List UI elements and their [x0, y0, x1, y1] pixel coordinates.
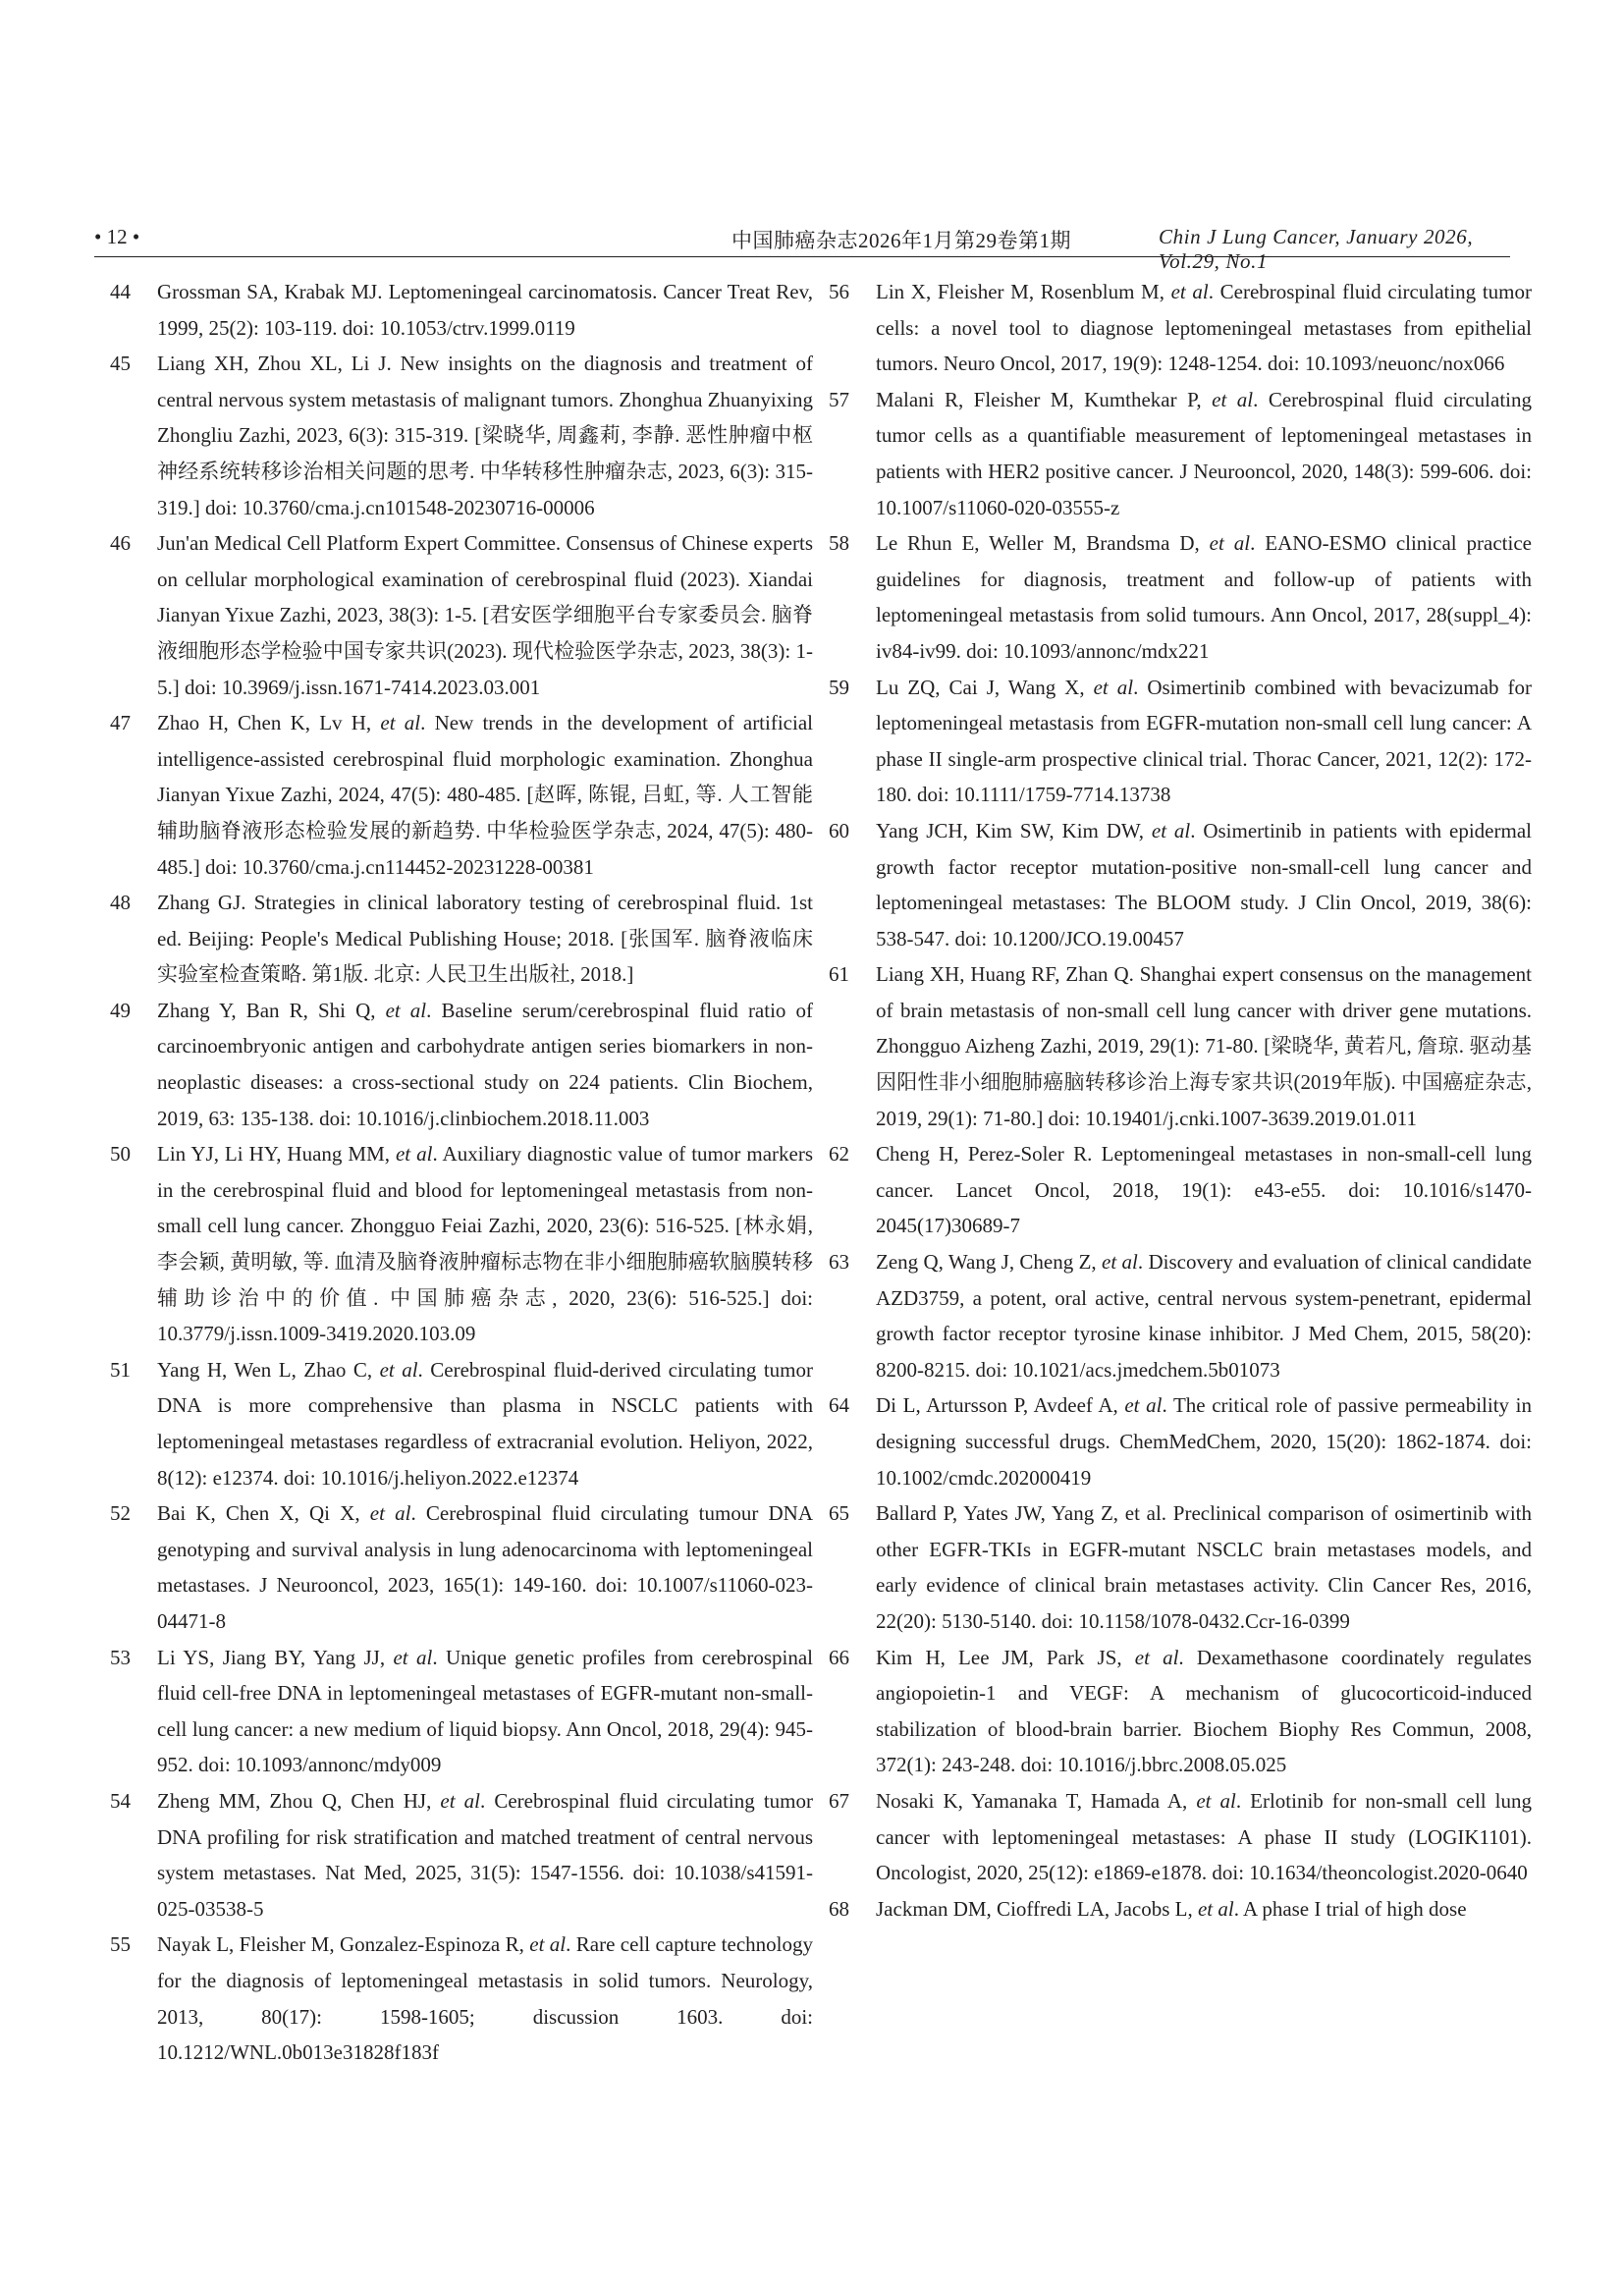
reference-number: 61 [829, 962, 849, 987]
reference-authors: Malani R, Fleisher M, Kumthekar P, [876, 387, 1213, 411]
reference-text [157, 1640, 813, 1783]
reference-item [110, 885, 813, 993]
reference-authors: Yang H, Wen L, Zhao C, [157, 1357, 380, 1382]
reference-item [110, 525, 813, 705]
reference-body: Ballard P, Yates JW, Yang Z, et al. Preclinical comparison of osimertinib with other EGFR-TKIs in EGFR-mutant NSCLC brain metastases models, and early evidence of clinical brain metastases activity. Clin Cancer Res, 2016, 22(20): 5130-5140. doi: 10.1158/1078-0432.Ccr-16-0399 [876, 1501, 1532, 1633]
reference-et-al: et al [1102, 1250, 1138, 1275]
reference-et-al: et al [369, 1501, 411, 1526]
journal-title-chinese: 中国肺癌杂志2026年1月第29卷第1期 [731, 229, 1071, 252]
reference-body: Cheng H, Perez-Soler R. Leptomeningeal metastases in non-small-cell lung cancer. Lancet Oncol, 2018, 19(1): e43-e55. doi: 10.1016/s1470-2045(17)30689-7 [876, 1142, 1532, 1238]
reference-et-al: et al [529, 1932, 567, 1957]
reference-text [157, 1783, 813, 1927]
reference-number: 58 [829, 531, 849, 556]
reference-body: . New trends in the development of artificial intelligence-assisted cerebrospinal fluid morphologic examination. Zhonghua Jianyan Yixue Zazhi, 2024, 47(5): 480-485. [赵晖, 陈锟, 吕虹, 等. 人工智能辅助脑脊液形态检验发展的新趋势. 中华检验医学杂志, 2024, 47(5): 480-485.] doi: 10.3760/cma.j.cn114452-20231228-00381 [157, 711, 813, 879]
reference-et-al: et al [1151, 818, 1191, 842]
reference-number: 47 [110, 711, 131, 735]
reference-number: 44 [110, 280, 131, 303]
reference-number: 52 [110, 1501, 131, 1526]
reference-number: 45 [110, 352, 131, 376]
reference-text [157, 1352, 813, 1495]
reference-number: 51 [110, 1357, 131, 1382]
reference-item [110, 1495, 813, 1639]
reference-item [829, 670, 1532, 813]
reference-text [876, 382, 1532, 525]
reference-item [829, 1387, 1532, 1495]
reference-item [110, 1352, 813, 1495]
reference-item [829, 1891, 1532, 1928]
reference-et-al: et al [1212, 387, 1254, 411]
reference-authors: Di L, Artursson P, Avdeef A, [876, 1393, 1125, 1418]
reference-number: 53 [110, 1645, 131, 1669]
reference-number: 59 [829, 675, 849, 699]
reference-text [157, 346, 813, 525]
reference-authors: Lin YJ, Li HY, Huang MM, [157, 1142, 396, 1167]
reference-number: 46 [110, 531, 131, 556]
reference-body: Grossman SA, Krabak MJ. Leptomeningeal carcinomatosis. Cancer Treat Rev, 1999, 25(2): 103-119. doi: 10.1053/ctrv.1999.0119 [157, 280, 813, 340]
reference-text [157, 525, 813, 705]
reference-et-al: et al [1196, 1788, 1236, 1813]
reference-text [157, 1495, 813, 1639]
reference-number: 66 [829, 1645, 849, 1669]
reference-et-al: et al [1093, 675, 1134, 699]
reference-authors: Nosaki K, Yamanaka T, Hamada A, [876, 1788, 1197, 1813]
reference-text [157, 274, 813, 346]
reference-text [876, 1640, 1532, 1783]
reference-body: . Discovery and evaluation of clinical candidate AZD3759, a potent, oral active, central nervous system-penetrant, epidermal growth factor receptor tyrosine kinase inhibitor. J Med Chem, 2015, 58(20): 8200-8215. doi: 10.1021/acs.jmedchem.5b01073 [876, 1250, 1532, 1382]
reference-number: 48 [110, 891, 131, 915]
reference-text [876, 813, 1532, 956]
reference-authors: Zhao H, Chen K, Lv H, [157, 711, 381, 735]
reference-item [829, 1640, 1532, 1783]
reference-body: . Unique genetic profiles from cerebrospinal fluid cell-free DNA in leptomeningeal metastases of EGFR-mutant non-small-cell lung cancer: a new medium of liquid biopsy. Ann Oncol, 2018, 29(4): 945-952. doi: 10.1093/annonc/mdy009 [157, 1645, 813, 1777]
reference-body: Zhang GJ. Strategies in clinical laboratory testing of cerebrospinal fluid. 1st ed. Beijing: People's Medical Publishing House; 2018. [张国军. 脑脊液临床实验室检查策略. 第1版. 北京: 人民卫生出版社, 2018.] [157, 891, 813, 987]
reference-number: 50 [110, 1142, 131, 1167]
journal-title-english: Chin J Lung Cancer, January 2026, Vol.29, No.1 [1159, 225, 1474, 273]
reference-text [157, 993, 813, 1136]
reference-number: 56 [829, 280, 849, 303]
reference-text [876, 1495, 1532, 1639]
reference-text [876, 525, 1532, 669]
reference-column-right [829, 274, 1532, 1927]
reference-body: . Cerebrospinal fluid circulating tumour DNA genotyping and survival analysis in lung adenocarcinoma with leptomeningeal metastases. J Neurooncol, 2023, 165(1): 149-160. doi: 10.1007/s11060-023-04471-8 [157, 1501, 813, 1633]
reference-item [829, 274, 1532, 382]
reference-text [157, 1927, 813, 2070]
reference-authors: Lu ZQ, Cai J, Wang X, [876, 675, 1094, 699]
reference-text [876, 956, 1532, 1136]
reference-et-al: et al [1209, 531, 1251, 556]
reference-authors: Zhang Y, Ban R, Shi Q, [157, 998, 386, 1022]
reference-body: Liang XH, Zhou XL, Li J. New insights on the diagnosis and treatment of central nervous system metastasis of malignant tumors. Zhonghua Zhuanyixing Zhongliu Zazhi, 2023, 6(3): 315-319. [梁晓华, 周鑫莉, 李静. 恶性肿瘤中枢神经系统转移诊治相关问题的思考. 中华转移性肿瘤杂志, 2023, 6(3): 315-319.] doi: 10.3760/cma.j.cn101548-20230716-00006 [157, 352, 813, 519]
reference-item [110, 1640, 813, 1783]
reference-body: . EANO-ESMO clinical practice guidelines for diagnosis, treatment and follow-up of patients with leptomeningeal metastasis from solid tumours. Ann Oncol, 2017, 28(suppl_4): iv84-iv99. doi: 10.1093/annonc/mdx221 [876, 531, 1532, 663]
reference-text [157, 885, 813, 993]
reference-authors: Jackman DM, Cioffredi LA, Jacobs L, [876, 1896, 1198, 1921]
reference-number: 65 [829, 1501, 849, 1526]
reference-item [110, 1136, 813, 1352]
reference-item [110, 705, 813, 885]
reference-text [876, 1783, 1532, 1891]
reference-text [157, 1136, 813, 1352]
reference-number: 55 [110, 1932, 131, 1957]
reference-body: . Cerebrospinal fluid circulating tumor DNA profiling for risk stratification and matched treatment of central nervous system metastases. Nat Med, 2025, 31(5): 1547-1556. doi: 10.1038/s41591-025-03538-5 [157, 1788, 813, 1921]
reference-authors: Li YS, Jiang BY, Yang JJ, [157, 1645, 394, 1669]
reference-number: 67 [829, 1788, 849, 1813]
reference-item [829, 1495, 1532, 1639]
reference-number: 62 [829, 1142, 849, 1167]
reference-body: . Cerebrospinal fluid circulating tumor cells: a novel tool to diagnose leptomeningeal metastases from epithelial tumors. Neuro Oncol, 2017, 19(9): 1248-1254. doi: 10.1093/neuonc/nox066 [876, 280, 1532, 376]
reference-authors: Bai K, Chen X, Qi X, [157, 1501, 370, 1526]
reference-body: . Osimertinib combined with bevacizumab for leptomeningeal metastasis from EGFR-mutation non-small cell lung cancer: A phase II single-arm prospective clinical trial. Thorac Cancer, 2021, 12(2): 172-180. doi: 10.1111/1759-7714.13738 [876, 675, 1532, 807]
reference-et-al: et al [1170, 280, 1209, 303]
reference-text [876, 670, 1532, 813]
reference-body: . Erlotinib for non-small cell lung cancer with leptomeningeal metastases: A phase II study (LOGIK1101). Oncologist, 2020, 25(12): e1869-e1878. doi: 10.1634/theoncologist.2020-0640 [876, 1788, 1532, 1885]
reference-item [110, 346, 813, 525]
reference-authors: Zheng MM, Zhou Q, Chen HJ, [157, 1788, 441, 1813]
reference-body: . Auxiliary diagnostic value of tumor markers in the cerebrospinal fluid and blood for leptomeningeal metastasis from non-small cell lung cancer. Zhongguo Feiai Zazhi, 2020, 23(6): 516-525. [林永娟, 李会颖, 黄明敏, 等. 血清及脑脊液肿瘤标志物在非小细胞肺癌软脑膜转移辅助诊治中的价值. 中国肺癌杂志, 2020, 23(6): 516-525.] doi: 10.3779/j.issn.1009-3419.2020.103.09 [157, 1142, 813, 1346]
reference-et-al: et al [393, 1645, 433, 1669]
reference-et-al: et al [385, 998, 427, 1022]
reference-item [829, 813, 1532, 956]
reference-text [876, 274, 1532, 382]
reference-authors: Zeng Q, Wang J, Cheng Z, [876, 1250, 1103, 1275]
reference-authors: Lin X, Fleisher M, Rosenblum M, [876, 280, 1171, 303]
reference-body: . The critical role of passive permeability in designing successful drugs. ChemMedChem, 2020, 15(20): 1862-1874. doi: 10.1002/cmdc.202000419 [876, 1393, 1532, 1490]
reference-item [829, 1136, 1532, 1244]
reference-number: 63 [829, 1250, 849, 1275]
reference-item [110, 274, 813, 346]
reference-text [876, 1387, 1532, 1495]
reference-body: . Dexamethasone coordinately regulates angiopoietin-1 and VEGF: A mechanism of glucocorticoid-induced stabilization of blood-brain barrier. Biochem Biophy Res Commun, 2008, 372(1): 243-248. doi: 10.1016/j.bbrc.2008.05.025 [876, 1645, 1532, 1777]
reference-item [110, 1927, 813, 2070]
reference-body: Liang XH, Huang RF, Zhan Q. Shanghai expert consensus on the management of brain metastasis of non-small cell lung cancer with driver gene mutations. Zhongguo Aizheng Zazhi, 2019, 29(1): 71-80. [梁晓华, 黄若凡, 詹琼. 驱动基因阳性非小细胞肺癌脑转移诊治上海专家共识(2019年版). 中国癌症杂志, 2019, 29(1): 71-80.] doi: 10.19401/j.cnki.1007-3639.2019.01.011 [876, 962, 1532, 1130]
reference-body: . A phase I trial of high dose [1233, 1896, 1467, 1921]
reference-text [876, 1136, 1532, 1244]
reference-text [876, 1891, 1532, 1928]
reference-number: 49 [110, 998, 131, 1022]
reference-item [110, 1783, 813, 1927]
reference-authors: Yang JCH, Kim SW, Kim DW, [876, 818, 1152, 842]
reference-et-al: et al [379, 1357, 418, 1382]
reference-number: 64 [829, 1393, 849, 1418]
reference-text [876, 1244, 1532, 1387]
reference-body: . Rare cell capture technology for the diagnosis of leptomeningeal metastasis in solid tumors. Neurology, 2013, 80(17): 1598-1605; discussion 1603. doi: 10.1212/WNL.0b013e31828f183f [157, 1932, 813, 2065]
reference-item [829, 1244, 1532, 1387]
reference-body: . Baseline serum/cerebrospinal fluid ratio of carcinoembryonic antigen and carbohydrate antigen series biomarkers in non-neoplastic diseases: a cross-sectional study on 224 patients. Clin Biochem, 2019, 63: 135-138. doi: 10.1016/j.clinbiochem.2018.11.003 [157, 998, 813, 1130]
reference-et-al: et al [1124, 1393, 1163, 1418]
reference-number: 60 [829, 818, 849, 842]
reference-text [157, 705, 813, 885]
reference-authors: Le Rhun E, Weller M, Brandsma D, [876, 531, 1210, 556]
reference-et-al: et al [1197, 1896, 1234, 1921]
reference-item [110, 993, 813, 1136]
reference-item [829, 1783, 1532, 1891]
reference-et-al: et al [395, 1142, 433, 1167]
reference-number: 68 [829, 1896, 849, 1921]
reference-et-al: et al [440, 1788, 480, 1813]
reference-body: . Osimertinib in patients with epidermal growth factor receptor mutation-positive non-small-cell lung cancer and leptomeningeal metastases: The BLOOM study. J Clin Oncol, 2019, 38(6): 538-547. doi: 10.1200/JCO.19.00457 [876, 818, 1532, 950]
reference-et-al: et al [380, 711, 421, 735]
reference-number: 54 [110, 1788, 131, 1813]
reference-item [829, 956, 1532, 1136]
reference-body: . Cerebrospinal fluid circulating tumor cells as a quantifiable measurement of leptomeningeal metastases in patients with HER2 positive cancer. J Neurooncol, 2020, 148(3): 599-606. doi: 10.1007/s11060-020-03555-z [876, 387, 1532, 519]
page-number: • 12 • [94, 225, 140, 248]
reference-item [829, 382, 1532, 525]
reference-item [829, 525, 1532, 669]
reference-authors: Nayak L, Fleisher M, Gonzalez-Espinoza R, [157, 1932, 530, 1957]
reference-body: Jun'an Medical Cell Platform Expert Committee. Consensus of Chinese experts on cellular morphological examination of cerebrospinal fluid (2023). Xiandai Jianyan Yixue Zazhi, 2023, 38(3): 1-5. [君安医学细胞平台专家委员会. 脑脊液细胞形态学检验中国专家共识(2023). 现代检验医学杂志, 2023, 38(3): 1-5.] doi: 10.3969/j.issn.1671-7414.2023.03.001 [157, 531, 813, 699]
reference-et-al: et al [1134, 1645, 1179, 1669]
reference-number: 57 [829, 387, 849, 411]
reference-column-left [110, 274, 813, 2071]
reference-authors: Kim H, Lee JM, Park JS, [876, 1645, 1135, 1669]
running-header [94, 221, 1510, 273]
reference-body: . Cerebrospinal fluid-derived circulating tumor DNA is more comprehensive than plasma in NSCLC patients with leptomeningeal metastases regardless of extracranial evolution. Heliyon, 2022, 8(12): e12374. doi: 10.1016/j.heliyon.2022.e12374 [157, 1357, 813, 1490]
